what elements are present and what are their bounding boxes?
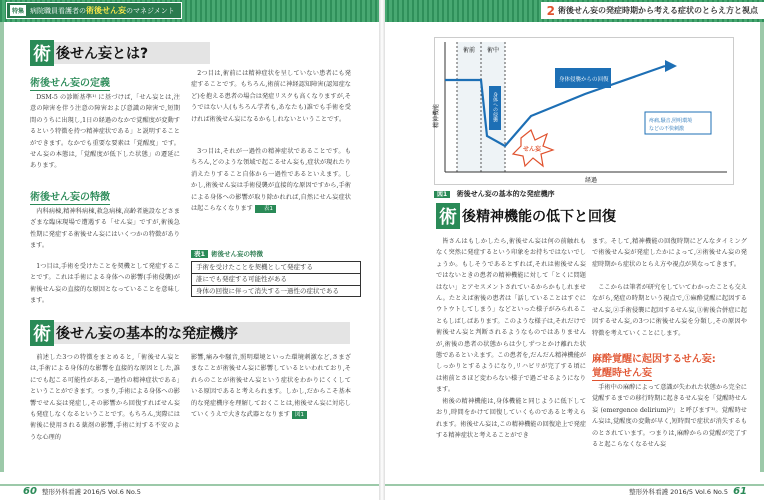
paragraph: DSM-5 の診断基準¹⁾ に基づけば,「せん妄とは,注意の障害を伴う注意の障害および意識の障害で,短期間のうちに出現し,1日の経過のなかで覚醒度が変動するという特徴を持つ精神症状である」と説明することができます。なかでも重要な要素は「覚醒度」です。せん妄の本態は,「覚醒度が低下した状態」の遷延にあります。 (30, 94, 180, 170)
paragraph (191, 146, 351, 226)
figure-ref-tag: 図1 (292, 411, 307, 419)
table-title (191, 249, 361, 258)
table-row: 手術を受けたことを契機として発症する (191, 261, 361, 273)
series-label-post: のマネジメント (126, 6, 175, 15)
paragraph-text: 3つ目は,それが一過性の精神症状であることです。もちろん,どのような領域で起こるせん妄も,症状が現れたり消えたりすること自体から一過性であるといえます。しかし,術後せん妄は手術侵襲が直接的な原因ですから,手術による身体への影響が取り除かれれば,自然にせん妄症状は起こらなくなります (191, 148, 351, 213)
paragraph: 皆さんはもしかしたら,術後せん妄は何の前触れもなく突然に発症するという印象をお持ちではないでしょうか。もしそうであるとすれば,それは術後せん妄ではないときの患者の精神機能に対して「とくに問題はない」とアセスメントされているからかもしれません。たとえば術後の患者は「話していることはすぐにウトウトしてしまう」などといった様子がみられることもしばしばあります。このような様子は,それだけで術後せん妄と判断されるようなものではありませんが,術後の患者の状態からは少しずつとかけ離れた状態であるといえます。この患者を,だんだん精神機能がしっかりとするようになり,リハビリが完了する頃には術前とさほど変わらない様子で過ごせるようになります。 (436, 238, 586, 394)
burst-label: せん妄 (523, 146, 542, 153)
phase-label-pre: 術前 (463, 47, 476, 54)
y-axis-label: 精神機能 (433, 103, 440, 128)
mechanism-diagram (435, 38, 735, 186)
figure-tag: 図1 (434, 191, 450, 198)
figure-1 (434, 37, 734, 185)
paragraph (191, 352, 351, 466)
paragraph: 1つ目は,手術を受けたことを契機として発症することです。これは手術による身体への影響(手術侵襲)が術後せん妄の直接的な原因となっていることを意味します。 (30, 263, 180, 305)
subheading-definition: 術後せん妄の定義 (30, 74, 110, 91)
chapter-header (541, 2, 764, 19)
chapter-title: 術後せん妄の発症時期から考える症状のとらえ方と視点 (558, 6, 758, 15)
section-title-mechanism (30, 322, 350, 344)
series-label-pre: 病院職員看護者の (30, 6, 87, 15)
factors-label-1: 疼痛,騒音,照明環境 (649, 118, 693, 124)
paragraph: 術後の精神機能は,身体機能と同じように低下しており,時間をかけて回復していくものであると考えられます。術後せん妄は,この精神機能の回復途上で発症する精神症状と考えることができ (436, 398, 586, 440)
table-title-text: 術後せん妄の特徴 (211, 250, 264, 258)
series-label-highlight: 術後せん妄 (86, 6, 127, 15)
page-number: 61 (733, 486, 747, 497)
section-title-what-is (30, 42, 210, 64)
curve-arrow (665, 60, 677, 72)
chapter-number: 2 (546, 3, 555, 18)
footer (629, 486, 750, 497)
paragraph: ます。そして,精神機能の回復時期にどんなタイミングで術後せん妄が発症したかによって,②術後せん妄の発症時期から症状のとらえ方や視点が異なってきます。 (592, 238, 747, 268)
paragraph: ここからは筆者が研究をしていてわかったことも交えながら,発症の時期という視点で,①麻酔覚醒に起因するせん妄,②手術侵襲に起因するせん妄,③術後合併症に起因するせん妄,の3つに術後せん妄を分類し,その原因や特徴を考えていくことにします。 (592, 284, 747, 337)
subheading-emergence-2: 覚醒時せん妄 (592, 364, 652, 381)
features-table (191, 249, 361, 297)
issue-info: 2016/5 Vol.6 No.5 (670, 488, 728, 496)
table-row: 誰にでも発症する可能性がある (191, 273, 361, 285)
issue-info: 2016/5 Vol.6 No.5 (83, 488, 141, 496)
paragraph: 前述した3つの特徴をまとめると,「術後せん妄とは,手術による身体的な影響を直接的な原因とした,誰にでも起こる可能性がある,一過性の精神症状である」ということができます。つまり,手術による身体への影響でせん妄は発症し,その影響から回復すればせん妄も発症しなくなるということです。もちろん,実際には術後に使用される薬剤の影響,手術に対する不安のような心理的 (30, 354, 180, 441)
title-rest: 後精神機能の低下と回復 (462, 209, 616, 225)
series-header (6, 2, 182, 19)
paragraph: 内科病棟,精神科病棟,救急病棟,高齢者施設などさまざまな臨床現場で遭遇する「せん妄」ですが,術後急性期に発症する術後せん妄にはいくつかの特徴があります。 (30, 208, 180, 250)
section-title-decline (436, 205, 626, 227)
page-number: 60 (23, 486, 37, 497)
x-axis-label: 経過 (585, 177, 598, 184)
book-gutter (379, 0, 385, 500)
side-stripe (0, 22, 4, 472)
magazine-name: 整形外科看護 (629, 488, 669, 496)
table-tag: 表1 (191, 250, 208, 258)
side-stripe (760, 22, 764, 472)
title-initial: 術 (30, 40, 54, 66)
subheading-emergence: 麻酔覚醒に起因するせん妄: (592, 354, 716, 365)
magazine-name: 整形外科看護 (42, 488, 81, 496)
title-rest: 後せん妄とは? (56, 46, 149, 62)
figure-caption-text: 術後せん妄の基本的な発症機序 (456, 190, 555, 198)
phase-label-mid: 術中 (487, 47, 500, 54)
paragraph: 2つ目は,術前には精神症状を呈していない患者にも発症することです。もちろん,術前に神経認知障害(認知症など)を抱える患者の場合は発症リスクも高くなりますが,そうではない人(もちろん学者も,あなたも)誰でも手術を受ければ術後せん妄になるかもしれないということです。 (191, 70, 351, 123)
paragraph-text: 影響,痛みや騒音,照明環境といった環境刺激など,さまざまなことが術後せん妄に影響しているといわれており,それらのことが術後せん妄という症状をわかりにくくしている原因であると考えられます。しかし,だからこそ基本的な発症機序を理解しておくことは,術後せん妄に対応していくうえで大きな武器となります (191, 354, 351, 419)
table-row: 身体の回復に伴って消失する一過性の症状である (191, 285, 361, 297)
series-badge: 特集 (10, 5, 26, 16)
figure-caption (434, 189, 555, 199)
paragraph: 手術中の麻酔によって意識が失われた状態から完全に覚醒するまでの移行時期に起きるせん妄を「覚醒時せん妄 (emergence delirium)²⁾」と呼びます³⁾。覚醒時せん妄は,覚醒度の変動が早く,短時間で症状が消失するものとされています。つまりは,麻酔からの覚醒が完了すると起こらなくなるせん妄 (592, 384, 747, 449)
title-initial: 術 (436, 203, 460, 229)
table-ref-tag: 表1 (255, 205, 276, 213)
recovery-label: 身体侵襲からの回復 (559, 77, 609, 83)
title-initial: 術 (30, 320, 54, 346)
footer (20, 486, 141, 497)
invasion-label: 身体への侵襲 (492, 92, 498, 122)
factors-label-2: などの不快刺激 (649, 126, 685, 132)
right-page (382, 0, 764, 500)
subheading-features: 術後せん妄の特徴 (30, 188, 110, 205)
title-rest: 後せん妄の基本的な発症機序 (56, 326, 238, 342)
